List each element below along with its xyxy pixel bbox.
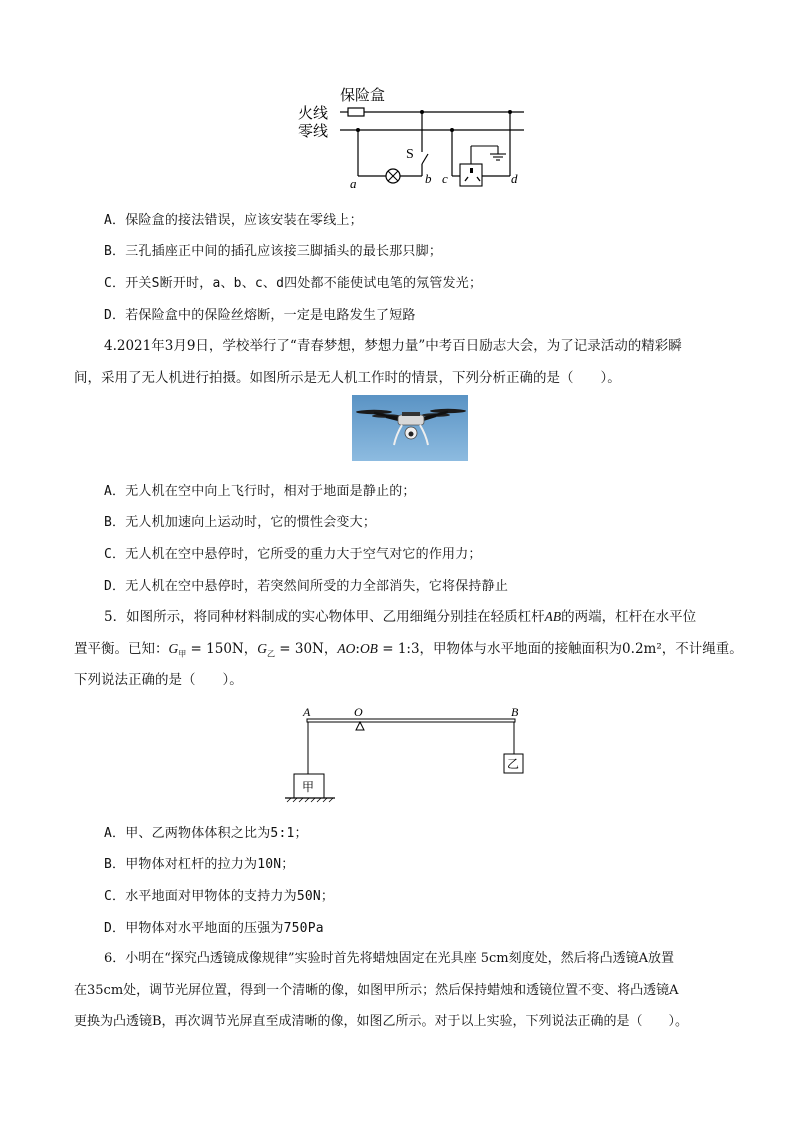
- q6-stem-line-2: 在35cm处，调节光屏位置，得到一个清晰的像，如图甲所示；然后保持蜡烛和透镜位置不变、将凸透镜A: [74, 983, 679, 998]
- lever-point-b: B: [511, 705, 519, 719]
- q4-option-d: D．无人机在空中悬停时，若突然间所受的力全部消失，它将保持静止: [104, 579, 509, 594]
- q4-stem-line-1: 4.2021年3月9日，学校举行了“青春梦想，梦想力量”中考百日励志大会，为了记录活动的精彩瞬: [104, 338, 682, 354]
- fuse-box-label: 保险盒: [340, 88, 386, 104]
- switch-icon: [422, 154, 428, 164]
- q5-option-c: C．水平地面对甲物体的支持力为50N；: [104, 889, 335, 904]
- lever-diagram: [285, 703, 535, 803]
- live-wire-label: 火线: [298, 106, 329, 122]
- q6-stem-line-1: 6．小明在“探究凸透镜成像规律”实验时首先将蜡烛固定在光具座 5cm刻度处，然后将凸透镜A放置: [104, 951, 674, 966]
- point-a-label: a: [350, 176, 357, 191]
- point-d-label: d: [511, 171, 518, 186]
- q3-option-d: D．若保险盒中的保险丝熔断，一定是电路发生了短路: [104, 308, 416, 323]
- three-hole-socket-icon: [460, 164, 482, 186]
- lever-point-a: A: [303, 705, 311, 719]
- q5-option-d: D．甲物体对水平地面的压强为750Pa: [104, 921, 324, 936]
- q5-option-b: B．甲物体对杠杆的拉力为10N；: [104, 857, 295, 872]
- q6-stem-line-3: 更换为凸透镜B，再次调节光屏直至成清晰的像，如图乙所示。对于以上实验，下列说法正确的是（ ）。: [74, 1014, 689, 1029]
- lever-bar: [307, 719, 515, 722]
- q3-option-c: C．开关S断开时，a、b、c、d四处都不能使试电笔的氖管发光；: [104, 276, 483, 291]
- fulcrum-icon: [356, 722, 364, 730]
- q4-stem-line-2: 间，采用了无人机进行拍摄。如图所示是无人机工作时的情景，下列分析正确的是（ ）。: [74, 370, 621, 386]
- fuse-box: [348, 108, 364, 116]
- object-jia-label: 甲: [302, 780, 315, 794]
- neutral-wire-label: 零线: [298, 124, 329, 140]
- q3-option-b: B．三孔插座正中间的插孔应该接三脚插头的最长那只脚；: [104, 244, 443, 259]
- lever-point-o: O: [354, 705, 363, 719]
- drone-photo: [352, 395, 468, 461]
- object-yi-label: 乙: [507, 757, 520, 771]
- lamp-icon: [386, 169, 400, 183]
- q4-option-b: B．无人机加速向上运动时，它的惯性会变大；: [104, 515, 377, 530]
- q5-stem-line-1: 5．如图所示，将同种材料制成的实心物体甲、乙用细绳分别挂在轻质杠杆AB的两端，杠杆在水平位: [104, 609, 697, 625]
- ground-icon: [490, 146, 506, 160]
- q4-option-a: A．无人机在空中向上飞行时，相对于地面是静止的；: [104, 484, 416, 499]
- point-c-label: c: [442, 171, 448, 186]
- point-b-label: b: [425, 171, 432, 186]
- q5-stem-line-2: 置平衡。已知：$G_甲 = 150N$，$G_乙 = 30N$，AO:OB = 1:3，甲物体与水平地面的接触面积为0.2m²，不计绳重。: [74, 641, 743, 659]
- circuit-diagram: [290, 84, 530, 194]
- q5-option-a: A．甲、乙两物体体积之比为5:1；: [104, 826, 308, 841]
- q3-option-a: A．保险盒的接法错误，应该安装在零线上；: [104, 213, 363, 228]
- q5-stem-line-3: 下列说法正确的是（ ）。: [74, 672, 243, 688]
- switch-label: S: [406, 147, 414, 162]
- q4-option-c: C．无人机在空中悬停时，它所受的重力大于空气对它的作用力；: [104, 547, 482, 562]
